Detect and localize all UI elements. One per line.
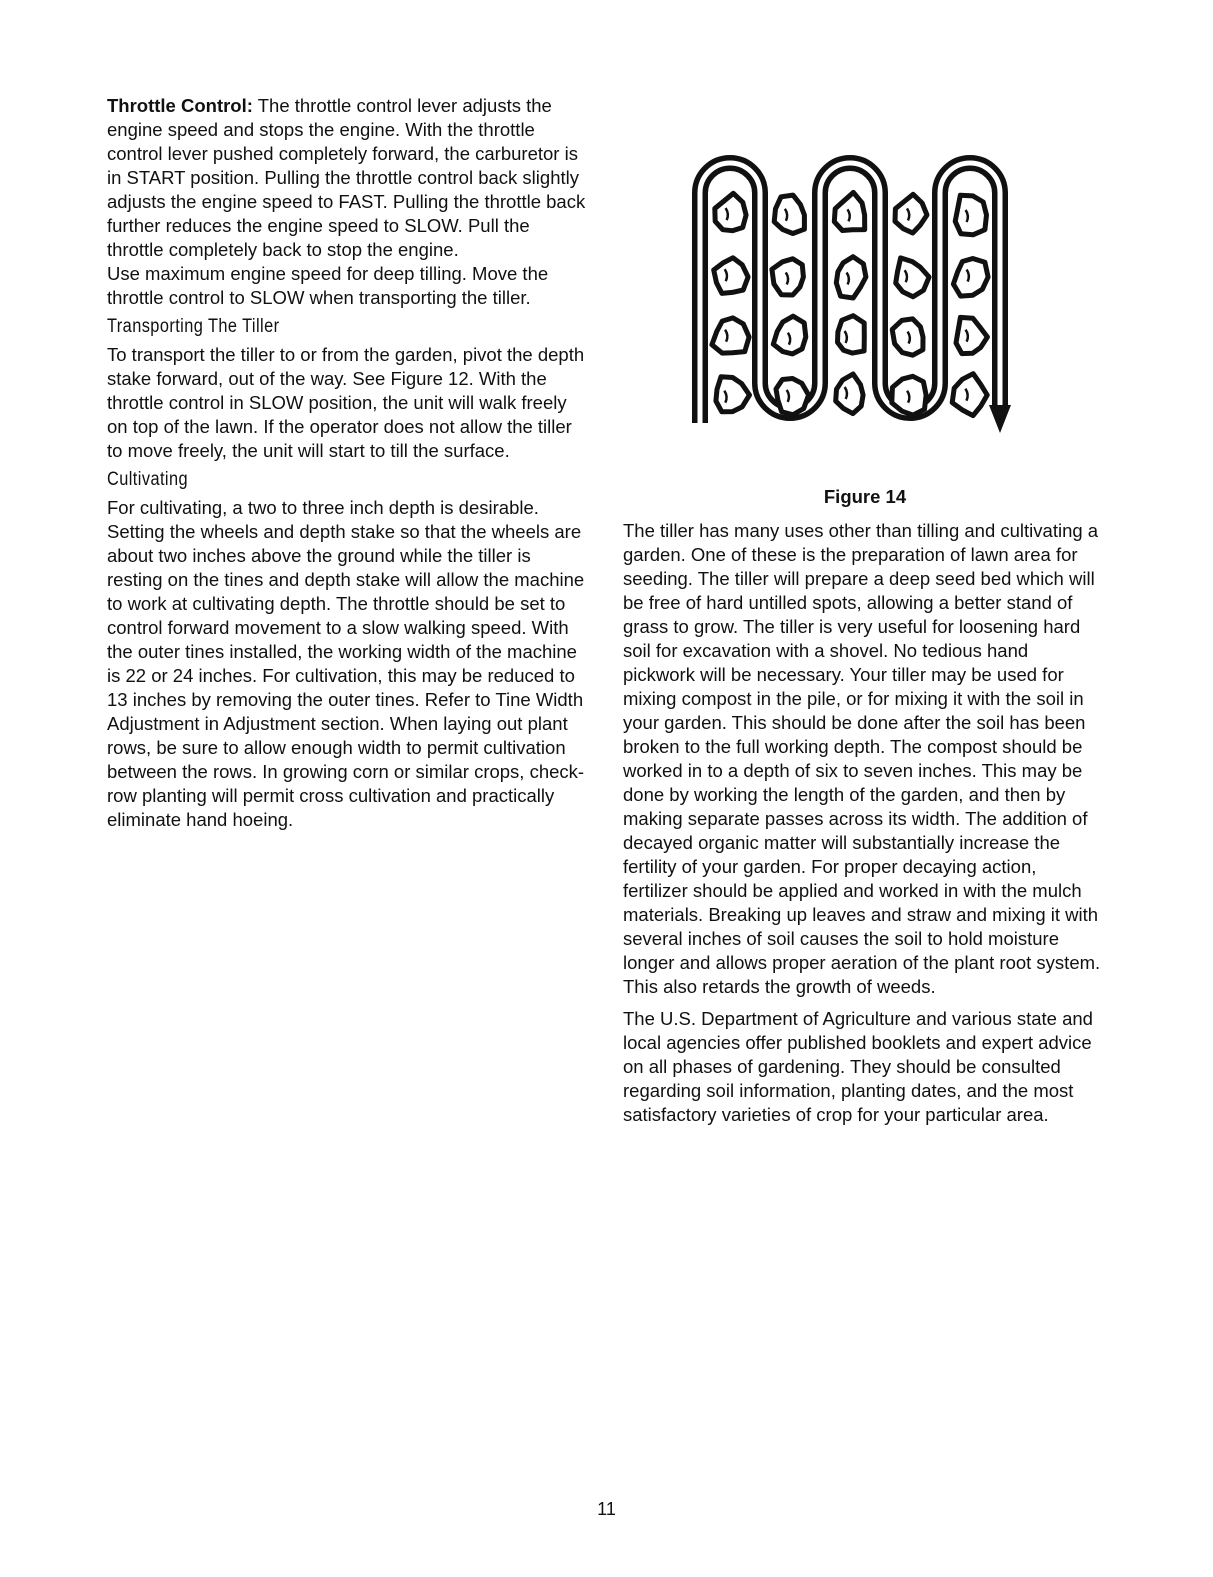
transporting-heading: Transporting The Tiller	[107, 316, 280, 337]
soil-clod	[896, 258, 929, 297]
figure-caption: Figure 14	[823, 486, 907, 507]
right-column	[623, 519, 1105, 1127]
usda-paragraph: The U.S. Department of Agriculture and various state and local agencies offer published booklets and expert advice on all phases of gardening. They should be consulted regarding soil information, planting dates, and the most satisfactory varieties of crop for your particular area.	[623, 1008, 1093, 1125]
uses-paragraph: The tiller has many uses other than tilling and cultivating a garden. One of these is the preparation of lawn area for seeding. The tiller will prepare a deep seed bed which will be free of hard untilled spots, allowing a better stand of grass to grow. The tiller is very useful for loosening hard soil for excavation with a shovel. No tedious hand pickwork will be necessary. Your tiller may be used for mixing compost in the pile, or for mixing it with the soil in your garden. This should be done after the soil has been broken to the full working depth. The compost should be worked in to a depth of six to seven inches. This may be done by working the length of the garden, and then by making separate passes across its width. The addition of decayed organic matter will substantially increase the fertility of your garden. For proper decaying action, fertilizer should be applied and worked in with the mulch materials. Breaking up leaves and straw and mixing it with several inches of soil causes the soil to hold moisture longer and allows proper aeration of the plant root system. This also retards the growth of weeds.	[623, 520, 1101, 997]
soil-clod	[953, 259, 988, 297]
throttle-paragraph	[107, 94, 589, 262]
throttle-lead: Throttle Control:	[107, 95, 253, 116]
tilling-pattern-figure	[692, 155, 1037, 440]
soil-clod	[714, 258, 748, 294]
soil-clod	[952, 374, 987, 416]
soil-clod	[836, 374, 863, 414]
soil-clod	[836, 257, 866, 298]
soil-clod	[774, 195, 804, 233]
throttle-text: The throttle control lever adjusts the engine speed and stops the engine. With the throttle control lever pushed completely forward, the carburetor is in START position. Pulling the throttle control back slightly adjusts the engine speed to FAST. Pulling the throttle back further reduces the engine speed to SLOW. Pull the throttle completely back to stop the engine.	[107, 95, 586, 260]
transporting-paragraph: To transport the tiller to or from the garden, pivot the depth stake forward, out of the way. See Figure 12. With the throttle control in SLOW position, the unit will walk freely on top of the lawn. If the operator does not allow the tiller to move freely, the unit will start to till the surface.	[107, 344, 585, 461]
soil-clod	[716, 377, 750, 412]
cultivating-paragraph: For cultivating, a two to three inch depth is desirable. Setting the wheels and depth stake so that the wheels are about two inches above the ground while the tiller is resting on the tines and depth stake will allow the machine to work at cultivating depth. The throttle should be set to control forward movement to a slow walking speed. With the outer tines installed, the working width of the machine is 22 or 24 inches. For cultivation, this may be reduced to 13 inches by removing the outer tines. Refer to Tine Width Adjustment in Adjustment section. When laying out plant rows, be sure to allow enough width to permit cultivation between the rows. In growing corn or similar crops, check-row planting will permit cross cultivation and practically eliminate hand hoeing.	[107, 497, 585, 830]
page-number: 11	[597, 1499, 616, 1519]
soil-clod	[776, 379, 809, 415]
soil-clod	[956, 317, 987, 353]
soil-clod	[895, 194, 927, 233]
throttle-paragraph-2: Use maximum engine speed for deep tilling. Move the throttle control to SLOW when transporting the tiller.	[107, 263, 549, 308]
soil-clod	[715, 193, 746, 230]
direction-arrow-icon	[989, 405, 1011, 433]
soil-clod	[712, 318, 749, 353]
soil-clod	[838, 316, 865, 353]
serpentine-path-diagram	[692, 155, 1037, 440]
soil-clod	[892, 319, 923, 355]
cultivating-heading: Cultivating	[107, 469, 189, 490]
soil-clod	[955, 195, 986, 235]
left-column	[107, 94, 589, 832]
